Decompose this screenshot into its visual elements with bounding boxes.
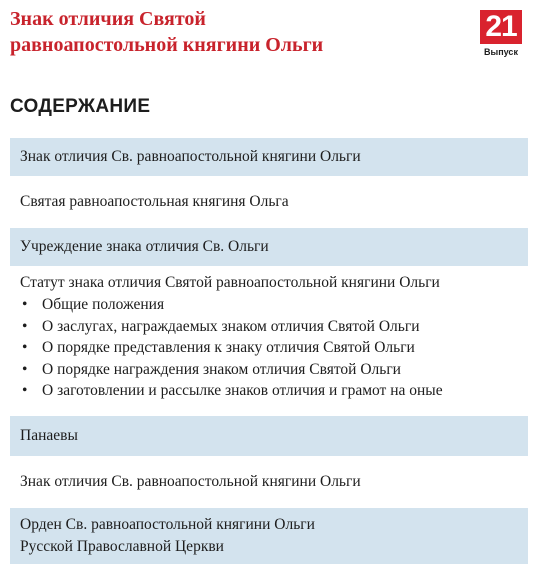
contents-item-statute[interactable]	[10, 266, 528, 416]
contents-item[interactable]	[10, 228, 528, 266]
sublist-item-label: О заготовлении и рассылке знаков отличия и грамот на оные	[42, 382, 443, 399]
contents-item[interactable]	[10, 138, 528, 176]
contents-item-label: Знак отличия Св. равноапостольной княгини Ольги	[20, 148, 361, 165]
sublist-item-label: О заслугах, награждаемых знаком отличия Святой Ольги	[42, 317, 420, 335]
sublist-item[interactable]	[20, 337, 518, 359]
contents-item-label: Статут знака отличия Святой равноапостольной княгини Ольги	[20, 274, 440, 291]
bullet-icon: •	[22, 296, 28, 313]
bullet-icon: •	[22, 317, 28, 335]
bullet-icon: •	[22, 339, 28, 356]
issue-badge	[476, 10, 526, 60]
sublist-item-label: Общие положения	[42, 296, 165, 313]
issue-number: 21	[480, 10, 522, 44]
contents-heading: СОДЕРЖАНИЕ	[10, 96, 151, 117]
sublist-item-label: О порядке награждения знаком отличия Святой Ольги	[42, 360, 401, 378]
contents-item-label-line-2: Русской Православной Церкви	[20, 538, 224, 555]
contents-item[interactable]	[10, 508, 528, 564]
sublist-item-label: О порядке представления к знаку отличия Святой Ольги	[42, 339, 415, 356]
contents-item[interactable]	[10, 456, 528, 508]
contents-list	[10, 138, 528, 564]
contents-item-label: Панаевы	[20, 427, 78, 444]
bullet-icon: •	[22, 360, 28, 378]
contents-item-label: Святая равноапостольная княгиня Ольга	[20, 193, 289, 210]
contents-item[interactable]	[10, 416, 528, 456]
sublist-item[interactable]	[20, 359, 518, 381]
sublist-item[interactable]	[20, 316, 518, 338]
publication-title-line-2: равноапостольной княгини Ольги	[10, 34, 324, 56]
issue-label: Выпуск	[484, 47, 518, 57]
publication-title	[10, 6, 450, 58]
bullet-icon: •	[22, 382, 28, 399]
sublist-item[interactable]	[20, 294, 518, 316]
sublist-item[interactable]	[20, 380, 518, 402]
contents-item-label: Учреждение знака отличия Св. Ольги	[20, 238, 269, 255]
contents-item-label: Знак отличия Св. равноапостольной княгини Ольги	[20, 473, 361, 490]
statute-sublist	[20, 294, 518, 402]
contents-item[interactable]	[10, 176, 528, 228]
contents-item-label-line-1: Орден Св. равноапостольной княгини Ольги	[20, 516, 315, 533]
publication-title-line-1: Знак отличия Святой	[10, 8, 206, 30]
